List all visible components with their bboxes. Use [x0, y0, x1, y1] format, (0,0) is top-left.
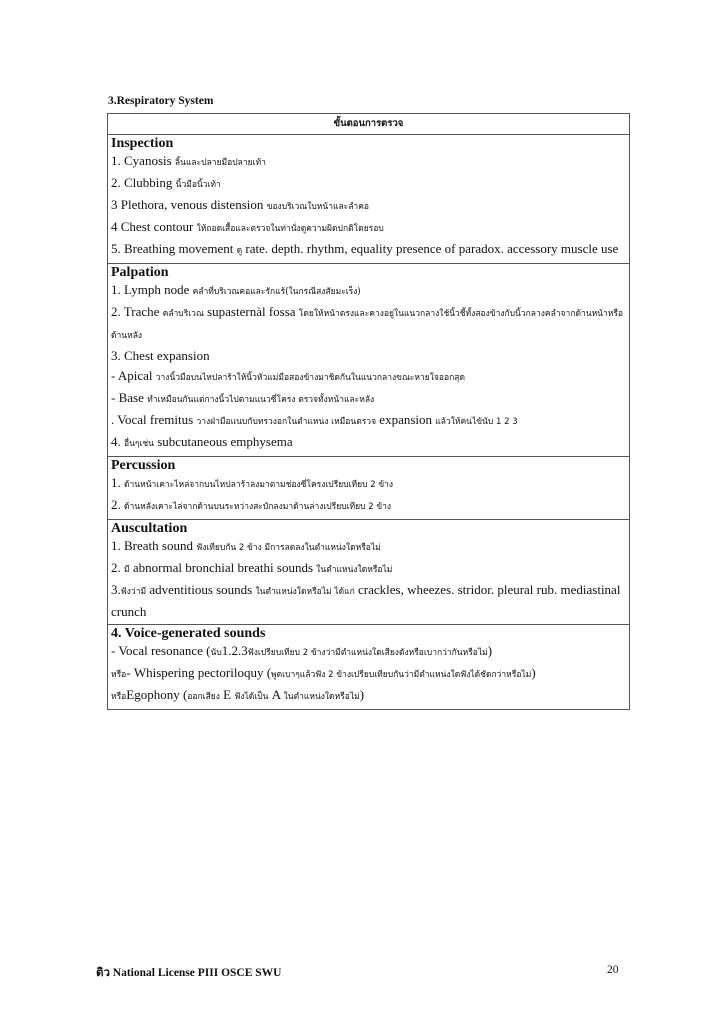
- section-row: [108, 625, 630, 710]
- page-number: 20: [607, 964, 619, 976]
- exam-line: [111, 558, 627, 580]
- section-title: Palpation: [111, 265, 169, 280]
- line-text: 4.: [111, 434, 124, 449]
- line-text: ด้านหลังเคาะไล่จากด้านบนระหว่างสะบักลงมาด้านล่างเปรียบเทียบ 2 ข้าง: [124, 502, 392, 512]
- line-text: 1. Cyanosis: [111, 153, 175, 168]
- exam-line: [111, 641, 627, 663]
- line-text: ในตำแหน่งใดหรือไม่: [283, 692, 360, 702]
- line-text: ของบริเวณใบหน้าและลำคอ: [266, 202, 369, 212]
- line-text: - Apical: [111, 368, 156, 383]
- line-text: expansion: [376, 412, 436, 427]
- line-text: 1.2.3: [221, 643, 248, 658]
- footer-title: ติว National License PIII OSCE SWU: [96, 967, 282, 979]
- exam-line: [111, 346, 627, 366]
- section-title: Percussion: [111, 458, 176, 473]
- line-text: crackles, wheezes. stridor. pleural rub. mediastinal crunch: [111, 582, 621, 619]
- line-text: ในตำแหน่งใดหรือไม่ ได้แก่: [255, 587, 355, 597]
- exam-line: [111, 432, 627, 454]
- line-text: วางนิ้วมือบนไหปลาร้าให้นิ้วหัวแม่มือสองข้างมาชิดกันในแนวกลางขณะหายใจออกสุด: [155, 373, 465, 383]
- line-text: ออกเสียง: [187, 692, 220, 702]
- line-text: โดยให้หน้าตรงและคางอยู่ในแนวกลางใช้นิ้วชี้ทั้งสองข้างกับนิ้วกลางคลำจากด้านหน้าหรือด้านหลัง: [111, 309, 624, 341]
- line-text: มี: [124, 565, 130, 575]
- section-cell: [108, 457, 630, 520]
- line-text: ฟังได้เป็น: [234, 692, 269, 702]
- line-text: 1. Lymph node: [111, 282, 193, 297]
- line-text: ในตำแหน่งใดหรือไม่: [316, 565, 393, 575]
- exam-line: [111, 685, 627, 707]
- line-text: - Base: [111, 390, 148, 405]
- exam-line: [111, 366, 627, 388]
- exam-line: [111, 151, 627, 173]
- line-text: 3.: [111, 582, 121, 597]
- exam-line: [111, 239, 627, 261]
- exam-line: [111, 173, 627, 195]
- exam-line: [111, 663, 627, 685]
- line-text: 3. Chest expansion: [111, 348, 210, 363]
- line-text: adventitious sounds: [146, 582, 256, 597]
- section-title: Inspection: [111, 136, 174, 151]
- line-text: 2. Trache: [111, 304, 163, 319]
- line-text: คลำบริเวณ: [162, 309, 204, 319]
- line-text: 3 Plethora, venous distension: [111, 197, 267, 212]
- line-text: ): [359, 687, 365, 702]
- line-text: ด้านหน้าเคาะไหล่จากบนไหปลาร้าลงมาตามช่องซี่โครงเปรียบเทียบ 2 ข้าง: [124, 480, 394, 490]
- exam-line: [111, 388, 627, 410]
- line-text: abnormal bronchial breathi sounds: [129, 560, 317, 575]
- exam-line: [111, 536, 627, 558]
- line-text: ฟังเปรียบเทียบ 2 ข้างว่ามีตำแหน่งใดเสียงดังหรือเบากว่ากันหรือไม่: [247, 648, 488, 658]
- line-text: หรือ: [111, 670, 127, 680]
- line-text: 2. Clubbing: [111, 175, 176, 190]
- line-text: 1.: [111, 475, 124, 490]
- line-text: subcutaneous emphysema: [153, 434, 293, 449]
- section-title: 4. Voice-generated sounds: [111, 626, 266, 641]
- line-text: 2.: [111, 560, 124, 575]
- section-cell: [108, 520, 630, 625]
- line-text: หรือ: [111, 692, 127, 702]
- line-text: อื่นๆเช่น: [124, 439, 154, 449]
- exam-line: [111, 280, 627, 302]
- line-text: แล้วให้คนไข้นับ 1 2 3: [435, 417, 518, 427]
- line-text: . Vocal fremitus: [111, 412, 197, 427]
- line-text: supasternàl fossa: [203, 304, 299, 319]
- section-cell: [108, 264, 630, 457]
- exam-line: [111, 410, 627, 432]
- line-text: นับ: [210, 648, 222, 658]
- line-text: 1. Breath sound: [111, 538, 197, 553]
- page-heading: 3.Respiratory System: [108, 95, 214, 107]
- line-text: rate. depth. rhythm, equality presence of paradox. accessory muscle use: [242, 241, 619, 256]
- section-row: [108, 135, 630, 264]
- line-text: คลำที่บริเวณคอและรักแร้(ในกรณีสงสัยมะเร็ง): [192, 287, 361, 297]
- line-text: 2.: [111, 497, 124, 512]
- line-text: - Vocal resonance (: [111, 643, 211, 658]
- exam-line: [111, 495, 627, 517]
- exam-line: [111, 195, 627, 217]
- line-text: Egophony (: [126, 687, 188, 702]
- line-text: ): [531, 665, 536, 680]
- section-row: [108, 264, 630, 457]
- section-title: Auscultation: [111, 521, 188, 536]
- line-text: นิ้วมือนิ้วเท้า: [175, 180, 221, 190]
- exam-line: [111, 302, 627, 346]
- exam-line: [111, 580, 627, 622]
- section-row: [108, 457, 630, 520]
- line-text: ให้ถอดเสื้อและตรวจในท่านั่งดูความผิดปกติโดยรอบ: [196, 224, 384, 234]
- exam-line: [111, 217, 627, 239]
- line-text: วางฝ่ามือแนบกับทรวงอกในตำแหน่ง เหมือนตรวจ: [196, 417, 377, 427]
- line-text: ทำเหมือนกันแต่กางนิ้วไปตามแนวซี่โครง ตรวจทั้งหน้าและหลัง: [147, 395, 375, 405]
- line-text: A: [268, 687, 284, 702]
- line-text: พูดเบาๆแล้วฟัง 2 ข้างเปรียบเทียบกันว่ามีตำแหน่งใดฟังได้ชัดกว่าหรือไม่: [271, 670, 532, 680]
- line-text: ฟังว่ามี: [120, 587, 147, 597]
- line-text: 5. Breathing movement: [111, 241, 237, 256]
- line-text: ): [487, 643, 493, 658]
- line-text: - Whispering pectoriloquy (: [126, 665, 272, 680]
- line-text: ลิ้นและปลายมือปลายเท้า: [174, 158, 266, 168]
- exam-line: [111, 473, 627, 495]
- section-cell: [108, 625, 630, 710]
- section-cell: [108, 135, 630, 264]
- line-text: E: [219, 687, 235, 702]
- line-text: ฟังเทียบกัน 2 ข้าง มีการลดลงในตำแหน่งใดหรือไม่: [196, 543, 381, 553]
- line-text: ดู: [236, 246, 243, 256]
- line-text: 4 Chest contour: [111, 219, 197, 234]
- exam-table: [107, 113, 630, 710]
- table-header: ขั้นตอนการตรวจ: [108, 114, 630, 135]
- section-row: [108, 520, 630, 625]
